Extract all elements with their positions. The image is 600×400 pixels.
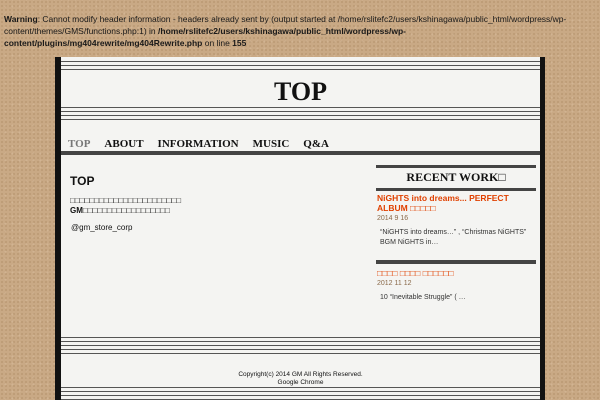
page-title: TOP bbox=[70, 174, 95, 188]
twitter-handle-link[interactable]: @gm_store_corp bbox=[71, 223, 133, 232]
nav-item-music[interactable]: MUSIC bbox=[252, 138, 290, 150]
warning-line-number: 155 bbox=[232, 38, 247, 48]
footer bbox=[61, 371, 540, 387]
recent-post bbox=[376, 268, 536, 303]
recent-post-excerpt: 10 “Inevitable Struggle” ( … bbox=[380, 294, 466, 301]
nav-divider bbox=[61, 151, 540, 155]
page-container bbox=[61, 57, 540, 400]
recent-work-heading: RECENT WORK□ bbox=[376, 165, 536, 191]
warning-message: : Cannot modify header information - headers already sent by (output started at /home/rslitefc2/users/kshinagawa/public_html/wordpress/wp-content/themes/GMS/functions.php:1) in bbox=[4, 14, 567, 36]
nav-item-qa[interactable]: Q&A bbox=[303, 138, 329, 150]
php-warning bbox=[4, 13, 596, 49]
header-bottom-stripes bbox=[61, 107, 540, 121]
browser-note: Google Chrome bbox=[277, 379, 324, 386]
nav-item-top[interactable]: TOP bbox=[68, 138, 91, 150]
header-stripes bbox=[61, 61, 540, 73]
main-nav bbox=[68, 138, 343, 150]
copyright-text: Copyright(c) 2014 GM All Rights Reserved. bbox=[238, 371, 363, 378]
warning-path: /home/rslitefc2/users/kshinagawa/public_html/wordpress/wp-content/plugins/mg404rewrite/mg404Rewrite.php bbox=[4, 26, 407, 48]
recent-post-date: 2012 11 12 bbox=[377, 280, 412, 287]
recent-post bbox=[376, 193, 536, 248]
warning-on-line: on line bbox=[202, 38, 233, 48]
recent-post-title[interactable]: NiGHTS into dreams... PERFECT ALBUM □□□□□ bbox=[377, 193, 509, 213]
recent-post-date: 2014 9 16 bbox=[377, 215, 409, 222]
recent-post-title[interactable]: □□□□ □□□□ □□□□□□ bbox=[377, 268, 454, 278]
intro-text: □□□□□□□□□□□□□□□□□□□□□□□ GM□□□□□□□□□□□□□□□□□□ bbox=[70, 196, 182, 215]
footer-stripes bbox=[61, 387, 540, 400]
recent-post-excerpt: “NiGHTS into dreams…” , “Christmas NiGHTS” BGM NiGHTS in… bbox=[380, 229, 527, 246]
recent-work-sidebar bbox=[376, 165, 536, 303]
nav-item-information[interactable]: INFORMATION bbox=[157, 138, 239, 150]
post-divider bbox=[376, 260, 536, 264]
content-bottom-stripes bbox=[61, 337, 540, 355]
nav-item-about[interactable]: ABOUT bbox=[104, 138, 144, 150]
site-title[interactable]: TOP bbox=[274, 77, 327, 106]
warning-label: Warning bbox=[4, 14, 38, 24]
